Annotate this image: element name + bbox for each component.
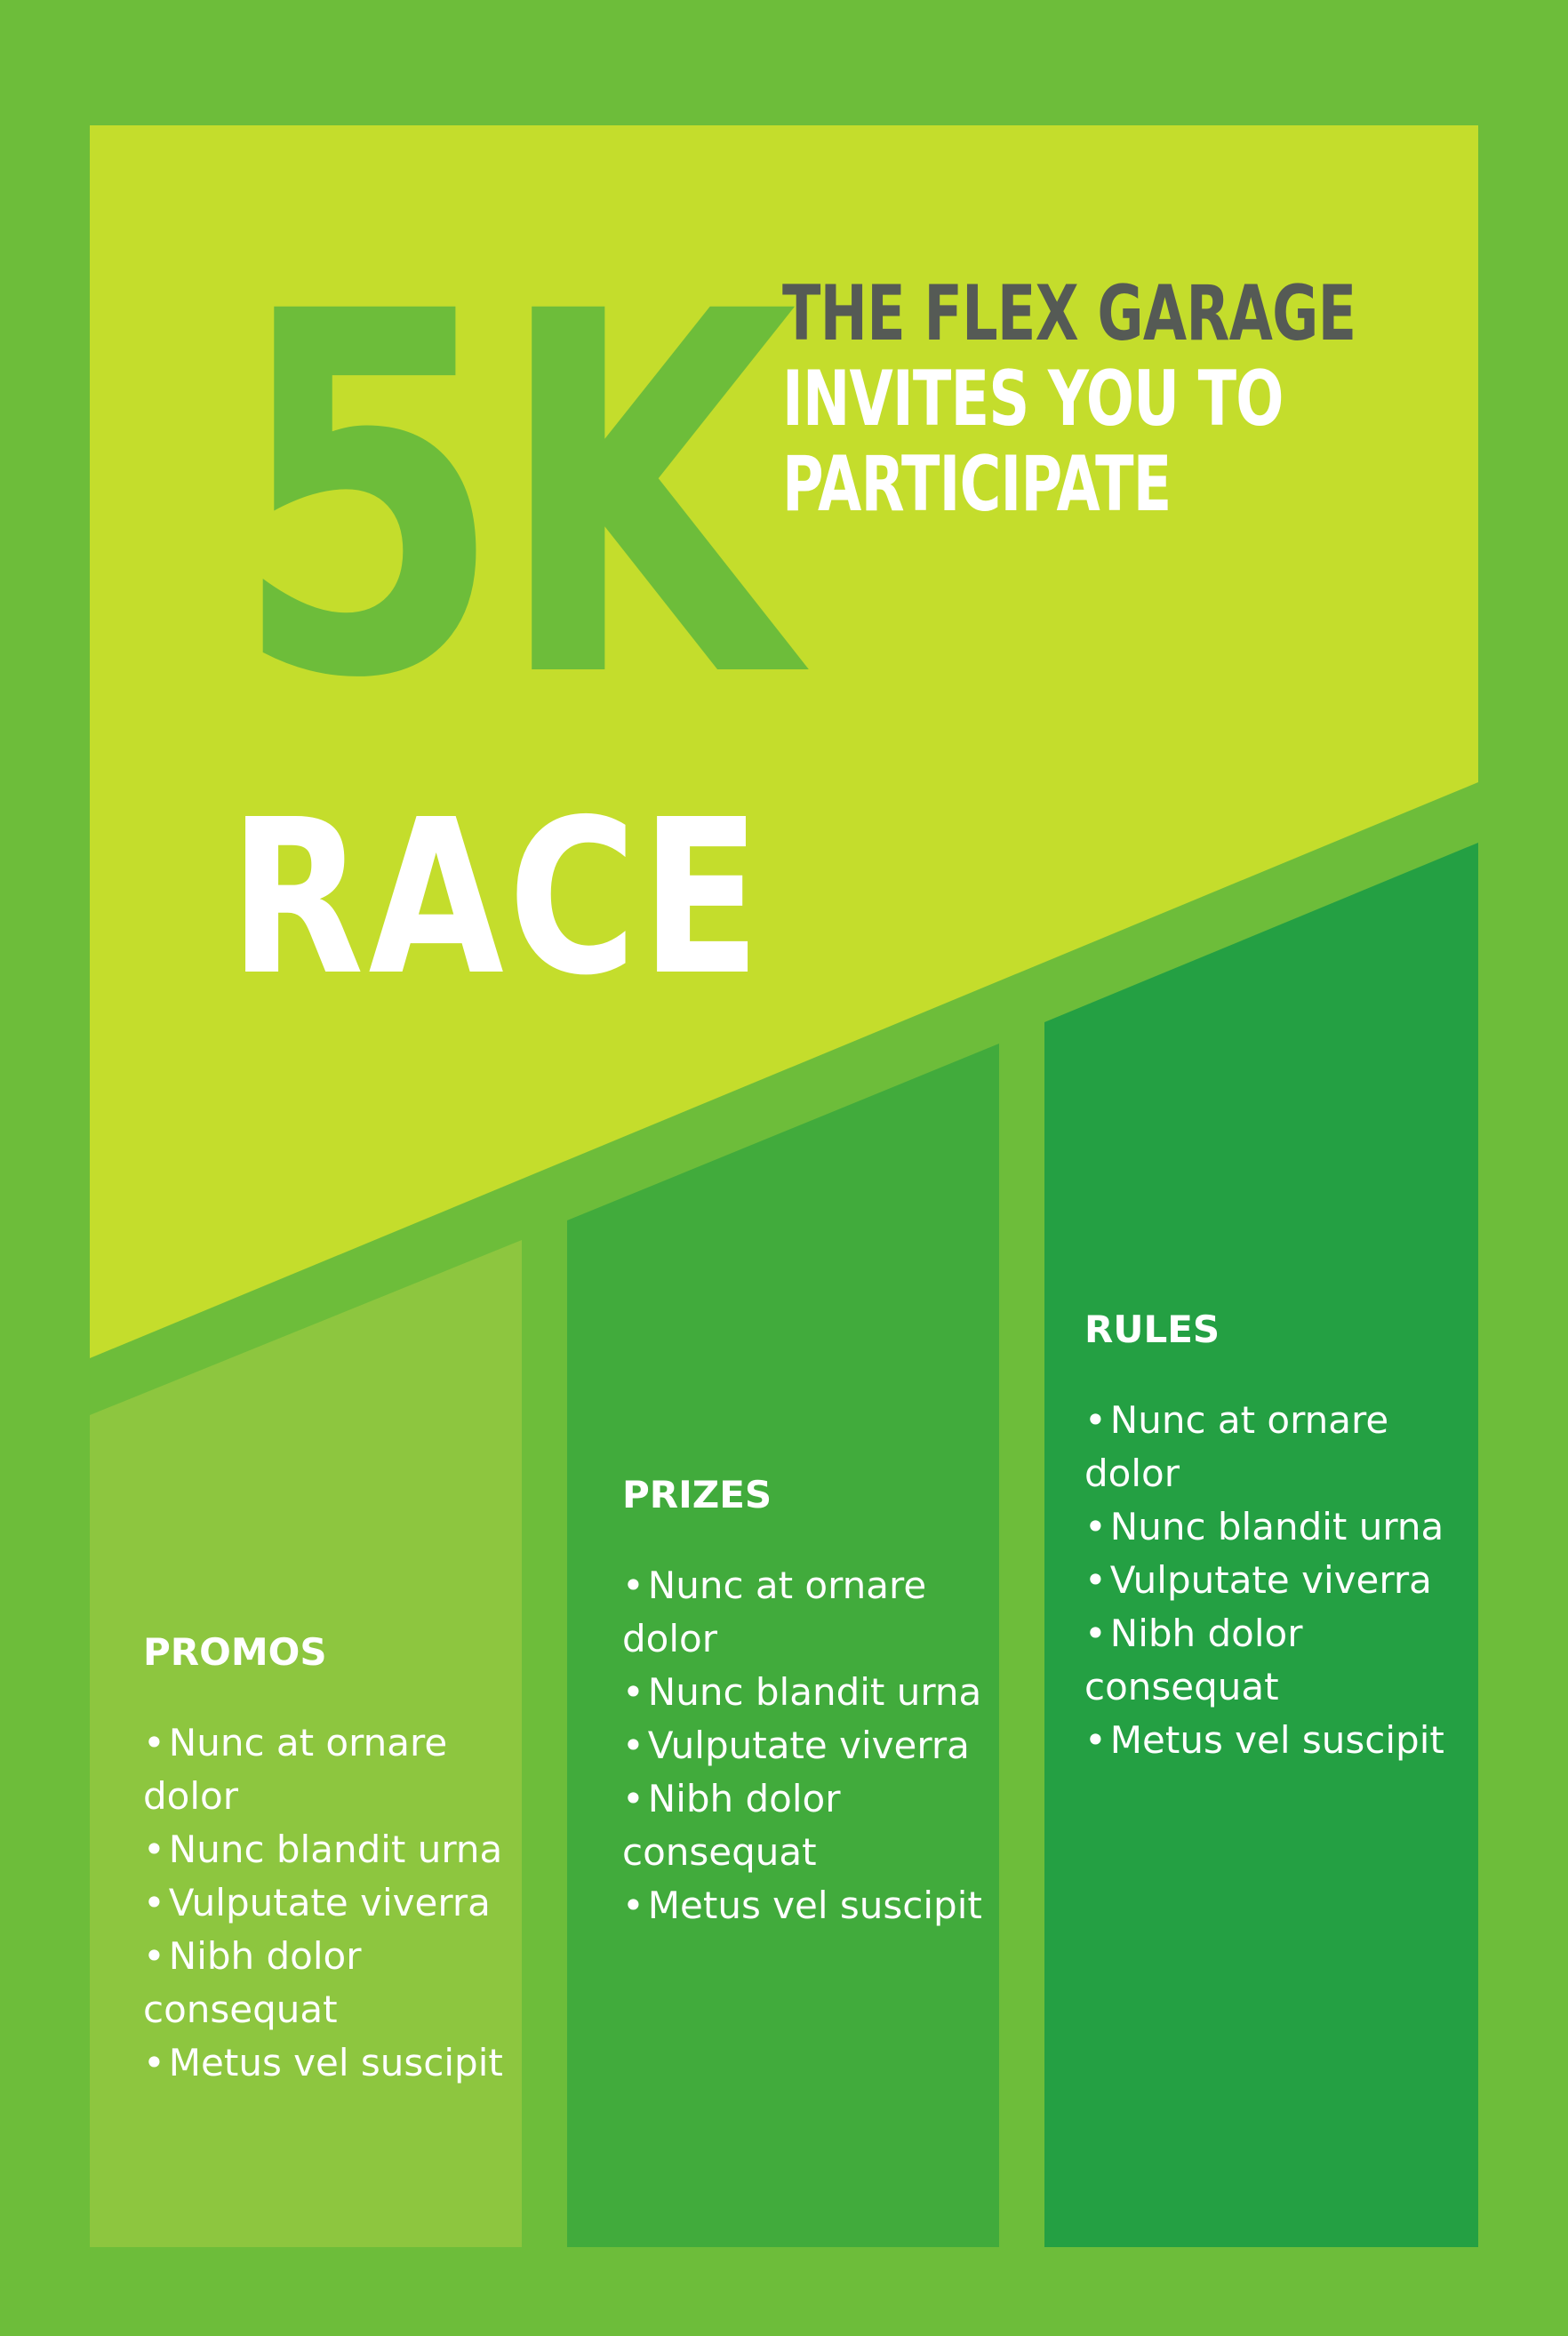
column-heading: PRIZES xyxy=(622,1473,772,1516)
list-item-text: Nibh dolor consequat xyxy=(143,1934,362,2031)
list-item xyxy=(622,1559,996,1666)
rules-column xyxy=(1084,1308,1458,1767)
list-item-text: Nunc blandit urna xyxy=(1109,1505,1444,1548)
column-heading: PROMOS xyxy=(143,1630,327,1674)
distance-title: 5K xyxy=(233,208,790,788)
list-item xyxy=(1084,1607,1458,1714)
list-item xyxy=(143,1930,516,2036)
column-heading: RULES xyxy=(1084,1308,1220,1351)
list-item-text: Metus vel suscipit xyxy=(647,1884,982,1927)
invite-line-2: PARTICIPATE xyxy=(782,440,1172,529)
bullet-icon: • xyxy=(622,1564,644,1607)
list-item xyxy=(1084,1554,1458,1607)
list-item xyxy=(1084,1394,1458,1500)
list-item xyxy=(143,1823,516,1876)
organizer-name: THE FLEX GARAGE xyxy=(782,269,1356,358)
column-list xyxy=(1084,1394,1458,1767)
bullet-icon: • xyxy=(143,1721,165,1764)
list-item-text: Vulputate viverra xyxy=(647,1724,970,1767)
bullet-icon: • xyxy=(1084,1718,1107,1762)
list-item-text: Nunc at ornare dolor xyxy=(622,1564,927,1660)
list-item-text: Nunc blandit urna xyxy=(168,1828,503,1871)
list-item-text: Nunc at ornare dolor xyxy=(143,1721,448,1818)
bullet-icon: • xyxy=(1084,1398,1107,1442)
list-item-text: Nunc blandit urna xyxy=(647,1670,982,1714)
bullet-icon: • xyxy=(143,1828,165,1871)
list-item xyxy=(622,1719,996,1772)
bullet-icon: • xyxy=(1084,1505,1107,1548)
list-item xyxy=(143,1716,516,1823)
column-list xyxy=(622,1559,996,1932)
invitation-header xyxy=(782,271,1356,527)
bullet-icon: • xyxy=(622,1670,644,1714)
column-list xyxy=(143,1716,516,2090)
list-item xyxy=(622,1666,996,1719)
list-item-text: Nibh dolor consequat xyxy=(622,1777,841,1874)
list-item-text: Nibh dolor consequat xyxy=(1084,1612,1303,1708)
bullet-icon: • xyxy=(143,1881,165,1924)
list-item-text: Nunc at ornare dolor xyxy=(1084,1398,1389,1495)
bullet-icon: • xyxy=(622,1884,644,1927)
bullet-icon: • xyxy=(1084,1612,1107,1655)
list-item-text: Vulputate viverra xyxy=(168,1881,491,1924)
bullet-icon: • xyxy=(622,1724,644,1767)
list-item xyxy=(622,1879,996,1932)
list-item xyxy=(622,1772,996,1879)
list-item xyxy=(1084,1714,1458,1767)
bullet-icon: • xyxy=(622,1777,644,1820)
bullet-icon: • xyxy=(1084,1558,1107,1602)
bullet-icon: • xyxy=(143,2041,165,2084)
list-item-text: Vulputate viverra xyxy=(1109,1558,1432,1602)
list-item xyxy=(1084,1500,1458,1554)
list-item xyxy=(143,2036,516,2090)
list-item xyxy=(143,1876,516,1930)
bullet-icon: • xyxy=(143,1934,165,1978)
event-title: RACE xyxy=(229,773,765,1022)
prizes-column xyxy=(622,1474,996,1932)
list-item-text: Metus vel suscipit xyxy=(1109,1718,1444,1762)
list-item-text: Metus vel suscipit xyxy=(168,2041,503,2084)
invite-line-1: INVITES YOU TO xyxy=(782,355,1284,444)
promos-column xyxy=(143,1631,516,2090)
